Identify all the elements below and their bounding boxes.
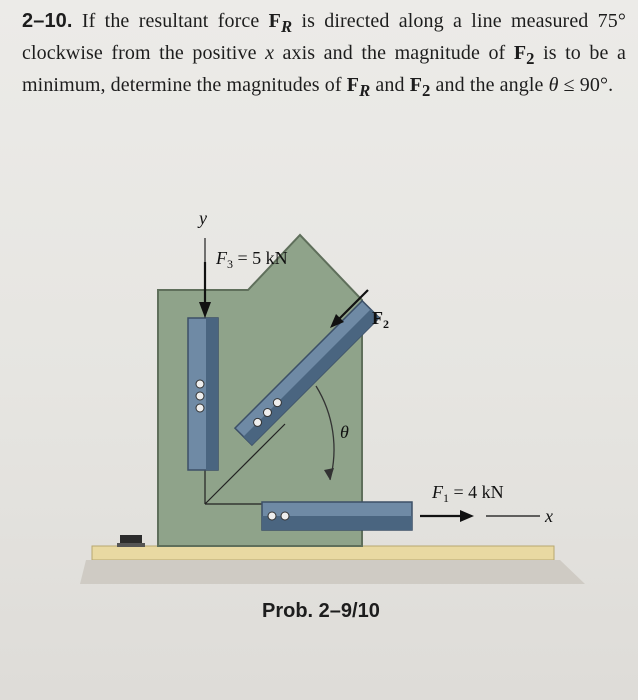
theta-symbol: θ xyxy=(548,74,559,96)
f1-label: $F_1 = 4$ kN xyxy=(432,482,504,505)
bolt-left xyxy=(117,535,145,547)
text-segment: and the angle xyxy=(430,74,549,96)
text-segment: and xyxy=(370,74,410,96)
y-axis-label: y xyxy=(199,208,207,228)
text-segment: axis and the magnitude of xyxy=(274,42,514,64)
force-symbol: $F_2$ xyxy=(513,42,535,68)
f1-arrow xyxy=(420,510,474,522)
text-segment: ≤ 90°. xyxy=(558,74,614,96)
problem-number: 2–10. xyxy=(22,10,73,32)
text-segment: is directed along a line measured 75° clockwise from the positive xyxy=(22,10,626,64)
f3-label: $F_3 = 5$ kN xyxy=(216,248,288,271)
force-symbol: $F_2$ xyxy=(409,74,431,100)
text-segment: If the resultant force xyxy=(72,10,269,32)
text-segment: is to be a minimum, determine the magnitudes of xyxy=(22,42,626,96)
theta-label: θ xyxy=(340,422,349,442)
force-symbol: $F_R$ xyxy=(268,10,293,36)
vertical-member xyxy=(188,318,218,470)
ground-shadow xyxy=(80,560,585,584)
figure-caption: Prob. 2–9/10 xyxy=(262,600,380,622)
ground-base xyxy=(92,546,554,560)
axis-symbol: x xyxy=(265,42,275,64)
x-axis-label: x xyxy=(545,506,553,526)
force-symbol: $F_R$ xyxy=(346,74,371,100)
horizontal-member xyxy=(262,502,412,530)
f2-label: $F_2$ xyxy=(372,308,389,331)
